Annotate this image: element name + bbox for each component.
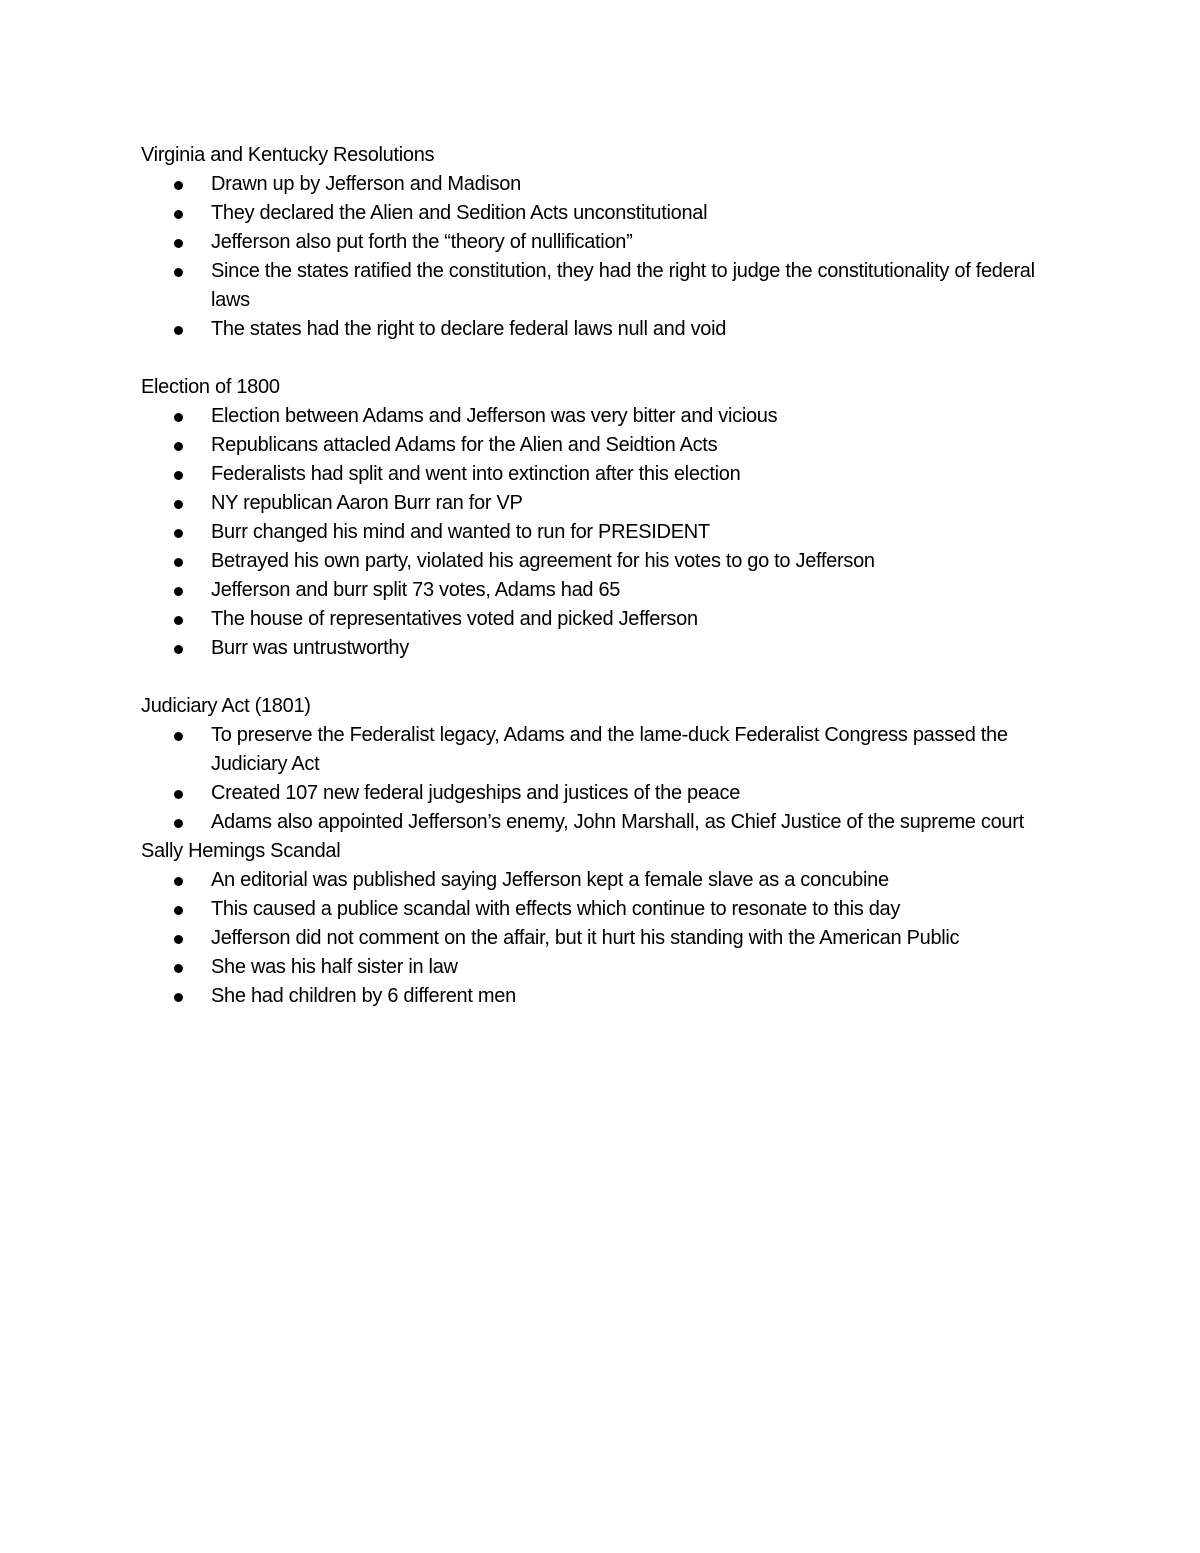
list-item [141,953,1071,982]
list-item [141,721,1071,779]
list-item-text: Since the states ratified the constitution, they had the right to judge the constitutionality of federal laws [211,260,1035,311]
bullet-icon [174,239,183,248]
list-item [141,779,1071,808]
list-item [141,895,1071,924]
list-item-text: Created 107 new federal judgeships and justices of the peace [211,782,741,804]
section-spacer [141,663,1071,692]
document-body [141,141,1071,1011]
list-item [141,808,1071,837]
list-item [141,199,1071,228]
list-item [141,518,1071,547]
list-item-text: Jefferson did not comment on the affair, but it hurt his standing with the American Public [211,927,960,949]
list-item [141,228,1071,257]
bullet-list [141,170,1071,344]
list-item-text: NY republican Aaron Burr ran for VP [211,492,523,514]
list-item-text: Republicans attacled Adams for the Alien and Seidtion Acts [211,434,718,456]
list-item [141,402,1071,431]
section-heading: Election of 1800 [141,376,280,398]
bullet-icon [174,819,183,828]
bullet-icon [174,442,183,451]
list-item-text: To preserve the Federalist legacy, Adams and the lame-duck Federalist Congress passed the Judiciary Act [211,724,1008,775]
list-item-text: Adams also appointed Jefferson’s enemy, John Marshall, as Chief Justice of the supreme court [211,811,1024,833]
list-item-text: Federalists had split and went into extinction after this election [211,463,741,485]
list-item-text: Burr was untrustworthy [211,637,409,659]
list-item [141,576,1071,605]
list-item [141,489,1071,518]
bullet-list [141,721,1071,837]
list-item-text: The states had the right to declare federal laws null and void [211,318,727,340]
list-item-text: Burr changed his mind and wanted to run for PRESIDENT [211,521,710,543]
list-item [141,982,1071,1011]
list-item [141,547,1071,576]
bullet-icon [174,413,183,422]
bullet-list [141,402,1071,663]
list-item-text: She had children by 6 different men [211,985,516,1007]
list-item-text: They declared the Alien and Sedition Acts unconstitutional [211,202,708,224]
list-item [141,170,1071,199]
section-judiciary-act [141,692,1071,837]
list-item-text: She was his half sister in law [211,956,458,978]
section-heading: Judiciary Act (1801) [141,695,311,717]
bullet-list [141,866,1071,1011]
list-item-text: Jefferson and burr split 73 votes, Adams had 65 [211,579,621,601]
bullet-icon [174,326,183,335]
list-item [141,924,1071,953]
section-sally-hemings [141,837,1071,1011]
section-election-1800 [141,373,1071,663]
bullet-icon [174,616,183,625]
bullet-icon [174,471,183,480]
bullet-icon [174,935,183,944]
bullet-icon [174,210,183,219]
section-heading: Sally Hemings Scandal [141,840,341,862]
list-item-text: Drawn up by Jefferson and Madison [211,173,521,195]
list-item [141,431,1071,460]
bullet-icon [174,790,183,799]
list-item-text: An editorial was published saying Jefferson kept a female slave as a concubine [211,869,889,891]
bullet-icon [174,500,183,509]
bullet-icon [174,877,183,886]
bullet-icon [174,906,183,915]
list-item [141,605,1071,634]
list-item-text: The house of representatives voted and picked Jefferson [211,608,698,630]
bullet-icon [174,529,183,538]
bullet-icon [174,558,183,567]
list-item [141,866,1071,895]
section-spacer [141,344,1071,373]
section-virginia-kentucky [141,141,1071,344]
list-item-text: Election between Adams and Jefferson was very bitter and vicious [211,405,778,427]
list-item [141,460,1071,489]
list-item [141,257,1071,315]
bullet-icon [174,268,183,277]
bullet-icon [174,181,183,190]
bullet-icon [174,732,183,741]
list-item-text: Jefferson also put forth the “theory of nullification” [211,231,633,253]
bullet-icon [174,964,183,973]
bullet-icon [174,645,183,654]
section-heading: Virginia and Kentucky Resolutions [141,144,435,166]
bullet-icon [174,993,183,1002]
list-item-text: This caused a publice scandal with effects which continue to resonate to this day [211,898,901,920]
list-item [141,315,1071,344]
bullet-icon [174,587,183,596]
list-item [141,634,1071,663]
list-item-text: Betrayed his own party, violated his agreement for his votes to go to Jefferson [211,550,875,572]
